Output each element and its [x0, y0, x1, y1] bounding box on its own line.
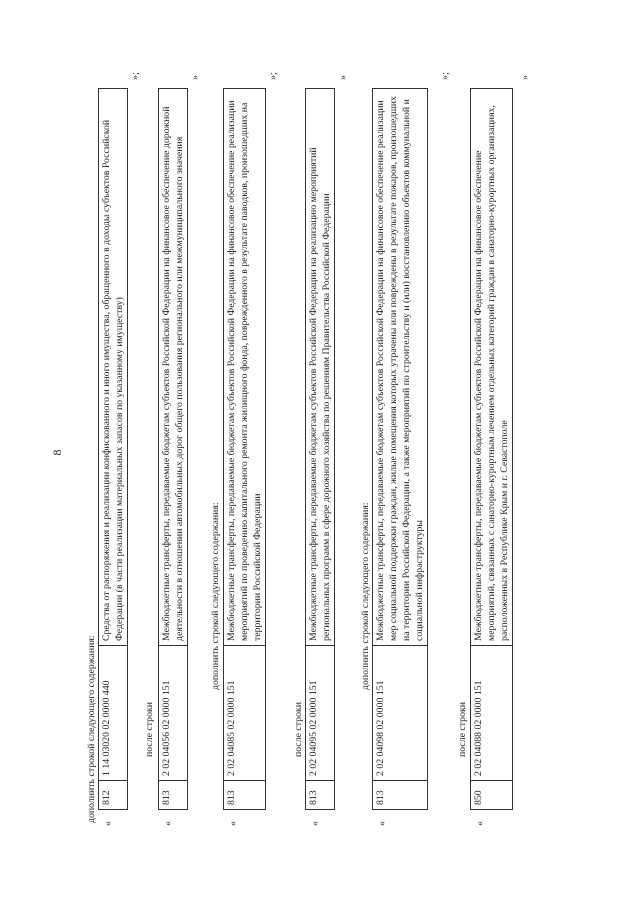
- open-quote: «: [103, 821, 114, 826]
- admin-code: 813: [224, 781, 266, 810]
- row-description: Средства от распоряжения и реализации конфискованного и иного имущества, обращенного в доходы субъектов Российской Федерации (в части реализации материальных запасов по указанному имуществу): [99, 89, 128, 646]
- table-row: [98, 88, 128, 810]
- section-intro: дополнить строкой следующего содержания:: [210, 502, 221, 690]
- section-intro: дополнить строкой следующего содержания:: [360, 502, 371, 690]
- page-number: 8: [50, 449, 64, 456]
- budget-code: 2 02 04085 02 0000 151: [224, 646, 266, 781]
- budget-code: 2 02 04098 02 0000 151: [373, 646, 428, 781]
- table-row: [158, 88, 188, 810]
- admin-code: 812: [99, 781, 128, 810]
- section-intro: после строки: [144, 702, 155, 757]
- open-quote: «: [475, 821, 486, 826]
- close-quote: »;: [130, 72, 141, 80]
- table-row: [372, 88, 428, 810]
- row-description: Межбюджетные трансферты, передаваемые бюджетам субъектов Российской Федерации на финансовое обеспечение реализации мер социальной поддержки граждан, жилые помещения которых утрачены или повреждены в результате пожаров, произошедших на территории Российской Федерации, а также мероприятий по строительству и (или) восстановлению объектов коммунальной и социальной инфраструктуры: [373, 89, 428, 646]
- budget-code: 2 02 04056 02 0000 151: [159, 646, 188, 781]
- row-description: Межбюджетные трансферты, передаваемые бюджетам субъектов Российской Федерации на финансовое обеспечение реализации мероприятий по проведению капитального ремонта жилищного фонда, поврежденного в результате паводков, произошедших на территории Российской Федерации: [224, 89, 266, 646]
- budget-code: 2 02 04095 02 0000 151: [306, 646, 335, 781]
- close-quote: »: [520, 75, 531, 80]
- close-quote: »;: [268, 72, 279, 80]
- close-quote: »;: [440, 72, 451, 80]
- admin-code: 813: [306, 781, 335, 810]
- row-description: Межбюджетные трансферты, передаваемые бюджетам субъектов Российской Федерации на реализацию мероприятий региональных программ в сфере дорожного хозяйства по решениям Правительства Российской Федерации: [306, 89, 335, 646]
- budget-code: 1 14 03020 02 0000 440: [99, 646, 128, 781]
- admin-code: 850: [471, 781, 513, 810]
- open-quote: «: [163, 821, 174, 826]
- table-row: [223, 88, 266, 810]
- section-intro: после строки: [457, 702, 468, 757]
- budget-code: 2 02 04088 02 0000 151: [471, 646, 513, 781]
- row-description: Межбюджетные трансферты, передаваемые бюджетам субъектов Российской Федерации на финансовое обеспечение дорожной деятельности в отношении автомобильных дорог общего пользования регионального или межмуниципального значения: [159, 89, 188, 646]
- admin-code: 813: [159, 781, 188, 810]
- table-row: [305, 88, 335, 810]
- open-quote: «: [310, 821, 321, 826]
- admin-code: 813: [373, 781, 428, 810]
- section-intro: дополнить строкой следующего содержания:: [86, 635, 97, 823]
- close-quote: »: [338, 75, 349, 80]
- table-row: [470, 88, 513, 810]
- section-intro: после строки: [293, 702, 304, 757]
- row-description: Межбюджетные трансферты, передаваемые бюджетам субъектов Российской Федерации на финансовое обеспечение мероприятий, связанных с санаторно-курортным лечением отдельных категорий граждан в санаторно-курортных организациях, расположенных в Республике Крым и г. Севастополе: [471, 89, 513, 646]
- open-quote: «: [228, 821, 239, 826]
- close-quote: »: [190, 75, 201, 80]
- open-quote: «: [377, 821, 388, 826]
